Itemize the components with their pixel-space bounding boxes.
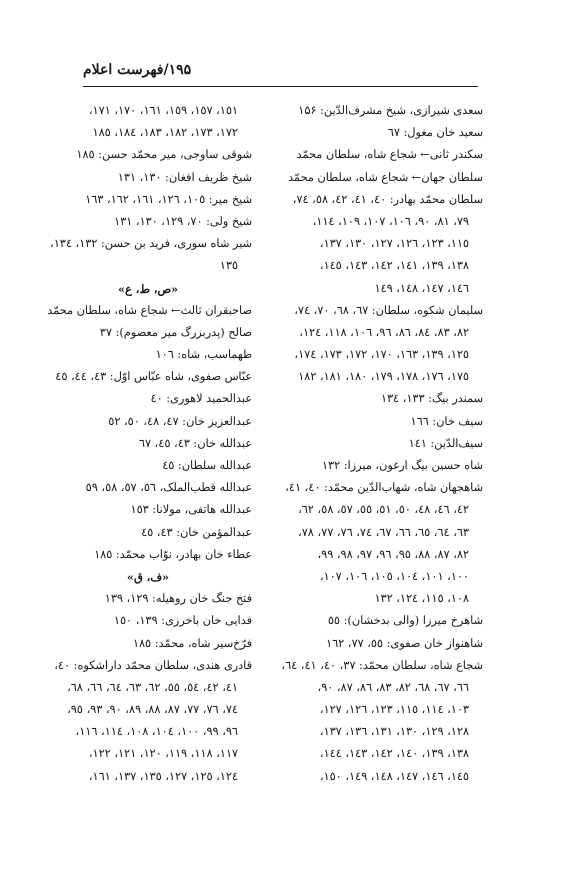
index-entry-continuation: ١٤٦، ١٤٧، ١٤٨، ١٤٩ [374,281,469,295]
index-entry-continuation: ١٣٥ [219,259,238,273]
index-entry-continuation: ١٠٠، ١٠١، ١٠٤، ١٠٥، ١٠٦، ١٠٧، [319,569,469,583]
index-entry: عبدالله خان: ٤٣، ٤٥، ٦٧ [138,436,252,450]
index-entry-continuation: ١٢٨، ١٢٩، ١٣٠، ١٣١، ١٣٦، ١٣٧، [319,725,469,739]
section-heading: «ف، ق» [126,569,170,584]
index-entry-continuation: ٧٩، ٨١، ٩٠، ١٠٦، ١٠٧، ١٠٩، ١١٤، [312,214,469,228]
index-entry: شوقی ساوجی، میر محمّد حسن: ١٨٥ [76,148,252,162]
index-entry: سیف‌الدّین: ١٤١ [408,436,483,450]
index-entry: عبدالحمید لاهوری: ٤٠ [150,392,252,406]
index-entry: سعدی شیرازی، شیخ مشرف‌الدّین: ۱۵۶ [298,104,483,117]
index-entry: فدایی خان باخرزی: ١٣٩، ١٥٠ [113,614,252,628]
index-entry: قادری هندی، سلطان محمّد داراشکوه: ٤٠، [54,658,252,672]
index-entry-continuation: ١٣٨، ١٣٩، ١٤٠، ١٤٢، ١٤٣، ١٤٤، [319,747,469,761]
index-entry-continuation: ١١٧، ١١٨، ١١٩، ١٢٠، ١٢١، ١٢٢، [88,747,238,761]
index-entry-continuation: ١٧٢، ١٧٣، ١٨٢، ١٨٣، ١٨٤، ١٨٥ [92,126,238,140]
index-entry: عبدالمؤمن خان: ٤٣، ٤٥ [141,525,252,539]
index-entry: عطاء خان بهادر، نوّاب محمّد: ١٨٥ [94,547,252,561]
index-entry-continuation: ١٣٨، ١٣٩، ١٤١، ١٤٢، ١٤٣، ١٤٥، [319,259,469,273]
index-entry: سکندر ثانی← شجاع شاه، سلطان محمّد [296,148,483,162]
section-heading: «ص، ط، ع» [117,281,179,296]
index-entry-continuation: ٧٤، ٧٦، ٧٧، ٨٧، ٨٨، ٨٩، ٩٠، ٩٣، ٩٥، [67,703,238,717]
index-entry: شاهنواز خان صفوی: ٥٥، ٧٧، ١٦٢ [326,636,483,650]
index-entry: شاهرخ میرزا (والی بدخشان): ٥٥ [327,614,483,628]
index-entry: صالح (پدربزرگ میر معصوم): ٣٧ [99,325,252,339]
index-entry: شاهجهان شاه، شهاب‌الدّین محمّد: ٤٠، ٤١، [285,481,483,495]
index-entry: سمندر بیگ: ١٣٣، ١٣٤ [380,392,483,406]
index-column-right [275,100,483,788]
index-entry-continuation: ٦٦، ٦٧، ٦٨، ٨٢، ٨٣، ٨٦، ٨٧، ٩٠، [317,680,469,694]
index-entry-continuation: ١٠٣، ١١٤، ١١٥، ١٢٣، ١٢٦، ١٢٧، [319,703,469,717]
index-entry: شیخ میر: ١٠٥، ١٢٦، ١٦١، ١٦٢، ١٦٣ [85,192,252,206]
index-entry: سعید خان مغول: ٦٧ [387,126,483,140]
index-entry-continuation: ١٢٤، ١٢٥، ١٢٧، ١٣٥، ١٣٧، ١٦١، [88,769,238,783]
index-entry: عبدالعزیز خان: ٤٧، ٤٨، ٥٠، ٥٢ [108,414,252,428]
page-header [83,56,478,87]
index-entry: شیخ ولی: ٧٠، ١٢٩، ١٣٠، ١٣١ [114,214,252,228]
index-entry-continuation: ١٧٥، ١٧٦، ١٧٨، ١٧٩، ١٨٠، ١٨١، ١٨٢ [298,370,469,384]
index-entry-continuation: ٨٢، ٨٧، ٨٨، ٩٥، ٩٦، ٩٧، ٩٨، ٩٩، [317,547,469,561]
index-entry: شجاع شاه، سلطان محمّد: ٣٧، ٤٠، ٤١، ٦٤، [281,658,483,672]
index-entry: عبدالله سلطان: ٤٥ [162,459,252,472]
index-entry-continuation: ١١٥، ١٢٣، ١٢٦، ١٢٧، ١٣٠، ١٣٧، [319,237,469,251]
index-entry-continuation: ٤٢، ٤٦، ٤٨، ٥٠، ٥١، ٥٥، ٥٧، ٥٨، ٦٢، [298,503,469,517]
index-entry: سیف خان: ١٦٦ [410,414,483,428]
index-entry-continuation: ٩٦، ٩٩، ١٠٠، ١٠٤، ١٠٨، ١١٤، ١١٦، [75,725,238,739]
index-entry: عبّاس صفوی، شاه عبّاس اوّل: ٤٣، ٤٤، ٤٥ [55,370,252,384]
index-entry-continuation: ١٤٥، ١٤٦، ١٤٧، ١٤٨، ١٤٩، ١٥٠، [319,769,469,783]
index-column-left [44,100,252,788]
index-entry-continuation: ٦٣، ٦٤، ٦٥، ٦٦، ٦٧، ٧٤، ٧٦، ٧٧، ٧٨، [298,525,469,539]
index-entry: صاحبقران ثالث← شجاع شاه، سلطان محمّد [47,303,252,317]
index-entry: عبدالله قطب‌الملک، ٥٦، ٥٧، ٥٨، ٥٩ [85,481,252,495]
index-entry: عبدالله هاتفی، مولانا: ١٥٣ [130,503,252,517]
index-entry-continuation: ١٥١، ١٥٧، ١٥٩، ١٦١، ١٧٠، ١٧١، [88,104,238,117]
index-entry: طهماسب، شاه: ١٠٦ [155,348,252,362]
index-entry: شیر شاه سوری، فرید بن حسن: ١٣٢، ١٣٤، [50,237,252,251]
index-entry: شاه حسین بیگ ارغون، میرزا: ١٣٢ [321,459,483,472]
index-entry: فرّخ‌سیر شاه، محمّد: ١٨٥ [132,636,252,650]
index-entry-continuation: ١٠٨، ١١٥، ١٢٤، ١٣٢ [374,592,469,606]
index-entry: شیخ ظریف افغان: ١٣٠، ١٣١ [117,170,252,184]
page-title: ۱۹۵/فهرست اعلام [83,62,192,78]
index-entry-continuation: ١٢٥، ١٣٩، ١٦٣، ١٧٠، ١٧٢، ١٧٣، ١٧٤، [294,348,469,362]
index-entry-continuation: ٨٢، ٨٣، ٨٤، ٨٦، ٩٦، ١٠٦، ١١٨، ١٢٤، [299,325,469,339]
index-entry: فتح جنگ خان روهیله: ١٢٩، ١٣٩ [104,592,252,606]
index-entry: سلیمان شکوه، سلطان: ٦٧، ٦٨، ٧٠، ٧٤، [294,303,483,317]
index-entry: سلطان جهان← شجاع شاه، سلطان محمّد [288,170,483,184]
index-entry: سلطان محمّد بهادر: ٤٠، ٤١، ٤٢، ٥٨، ٧٤، [292,192,483,206]
index-entry-continuation: ٤١، ٤٢، ٥٤، ٥٥، ٦٢، ٦٣، ٦٤، ٦٦، ٦٨، [67,680,238,694]
